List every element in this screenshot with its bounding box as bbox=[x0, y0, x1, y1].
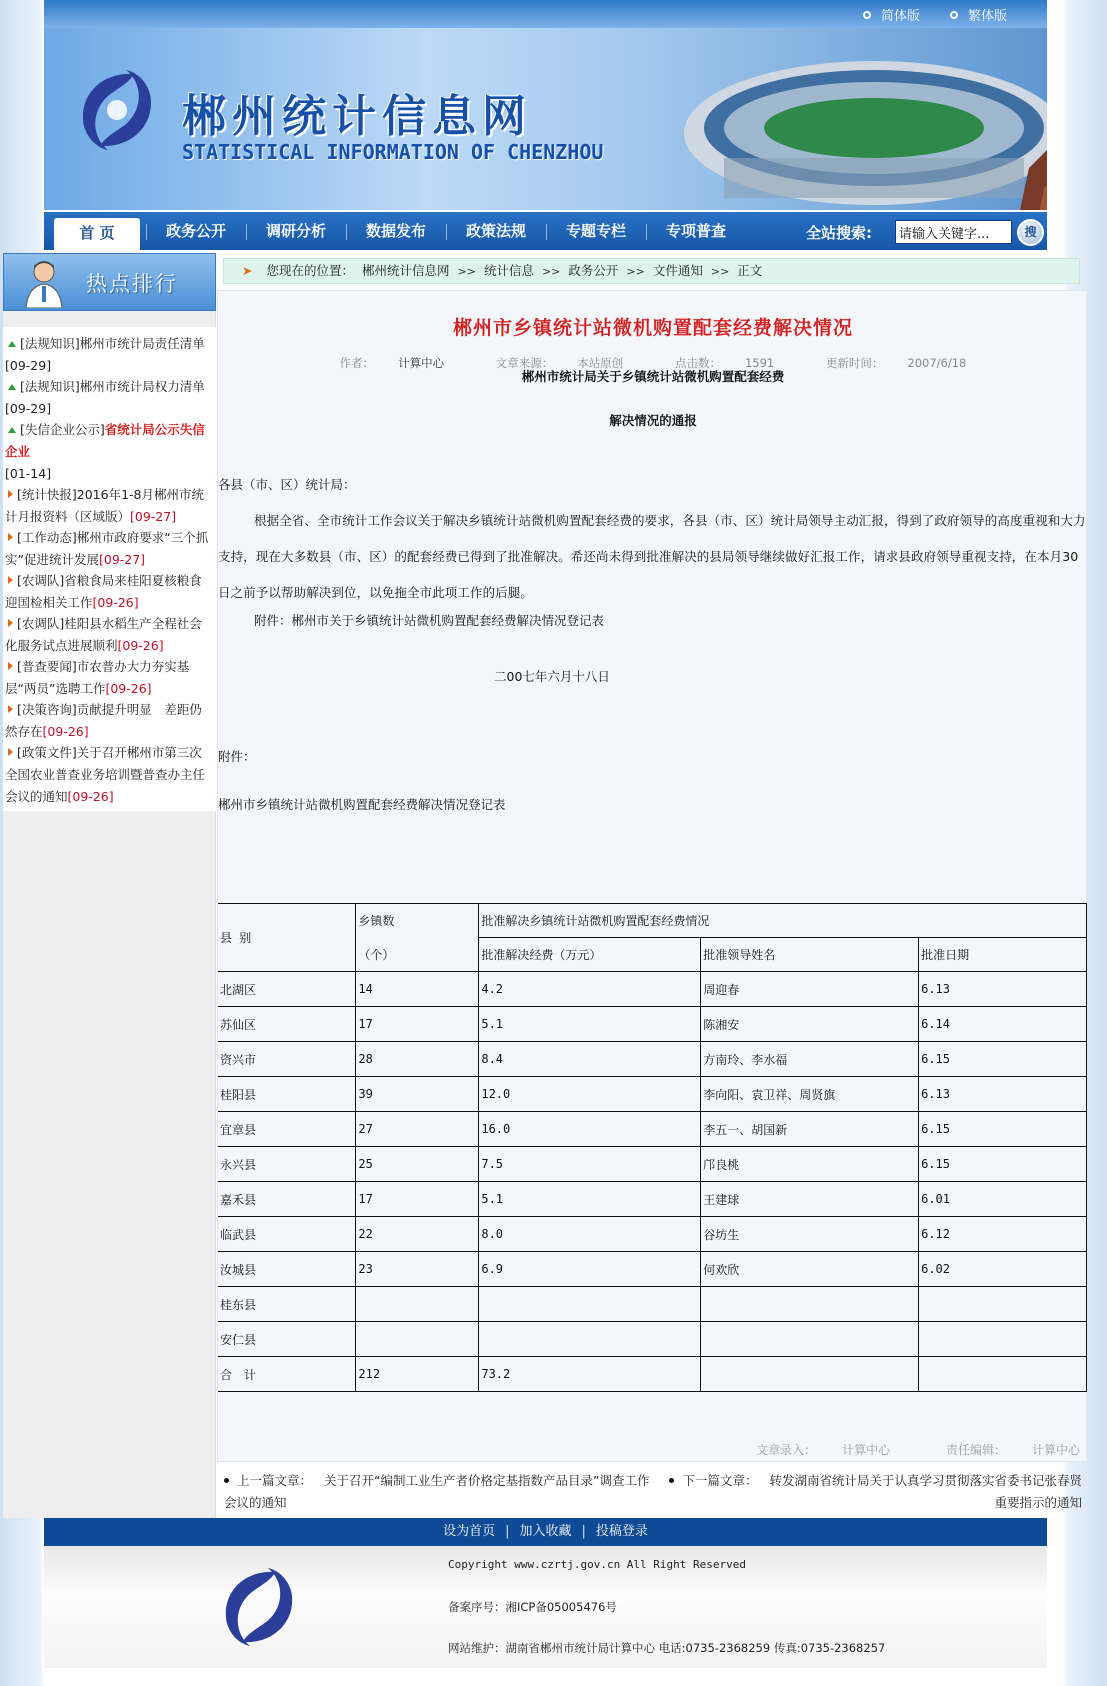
arrow-right-icon: ➤ bbox=[242, 263, 253, 278]
table-cell: 5.1 bbox=[479, 1007, 701, 1042]
circle-icon bbox=[950, 11, 958, 19]
nav-government-affairs[interactable]: 政务公开 bbox=[146, 218, 246, 250]
hot-item-title: 贡献提升明显 差距仍然存在 bbox=[5, 702, 202, 739]
breadcrumb-item[interactable]: 郴州统计信息网 bbox=[361, 263, 450, 278]
table-cell: 邝良桃 bbox=[701, 1147, 919, 1182]
table-cell: 陈湘安 bbox=[701, 1007, 919, 1042]
hot-item[interactable] bbox=[5, 699, 214, 743]
attachment-line: 附件：郴州市关于乡镇统计站微机购置配套经费解决情况登记表 bbox=[254, 613, 605, 628]
hot-item[interactable] bbox=[5, 527, 214, 571]
table-cell bbox=[356, 1287, 479, 1322]
article-updated: 2007/6/18 bbox=[907, 356, 967, 370]
header-towns-unit: （个） bbox=[356, 938, 479, 972]
hot-item-tag: [法规知识] bbox=[20, 336, 80, 351]
table-cell: 17 bbox=[356, 1007, 479, 1042]
table-cell bbox=[701, 1322, 919, 1357]
nav-data-release[interactable]: 数据发布 bbox=[346, 218, 446, 250]
footer-links: 设为首页 | 加入收藏 | 投稿登录 bbox=[44, 1518, 1047, 1546]
hot-item-tag: [政策文件] bbox=[17, 745, 77, 760]
hot-item[interactable] bbox=[5, 376, 214, 420]
salutation: 各县（市、区）统计局： bbox=[218, 477, 356, 492]
hot-item-title: 省统计局公示失信企业 bbox=[5, 422, 205, 459]
table-cell: 12.0 bbox=[479, 1077, 701, 1112]
hot-item-title: 省粮食局来桂阳夏核粮食迎国检相关工作 bbox=[5, 573, 202, 610]
hot-item-tag: [工作动态] bbox=[17, 530, 77, 545]
hot-item-tag: [决策咨询] bbox=[17, 702, 77, 717]
orange-arrow-icon bbox=[8, 576, 13, 584]
footer-logo-icon bbox=[216, 1566, 302, 1648]
table-cell: 苏仙区 bbox=[218, 1007, 356, 1042]
table-row bbox=[218, 1077, 1087, 1112]
table-row bbox=[218, 1112, 1087, 1147]
hot-item-title: 市农普办大力夯实基层“两员”选聘工作 bbox=[5, 659, 190, 696]
bullet-icon bbox=[224, 1478, 229, 1483]
breadcrumb-separator: >> bbox=[710, 265, 730, 278]
table-cell: 6.13 bbox=[919, 1077, 1087, 1112]
breadcrumb-separator: >> bbox=[541, 265, 561, 278]
entry-by: 计算中心 bbox=[842, 1443, 891, 1457]
table-cell: 7.5 bbox=[479, 1147, 701, 1182]
table-cell bbox=[356, 1322, 479, 1357]
table-row bbox=[218, 1287, 1087, 1322]
article-source: 本站原创 bbox=[577, 356, 624, 370]
main-nav bbox=[44, 212, 1047, 250]
article-author: 计算中心 bbox=[398, 356, 445, 370]
article-hits: 1591 bbox=[744, 356, 775, 370]
stadium-illustration bbox=[684, 48, 1047, 210]
table-cell: 永兴县 bbox=[218, 1147, 356, 1182]
orange-arrow-icon bbox=[8, 748, 13, 756]
hot-item-tag: [失信企业公示] bbox=[20, 422, 105, 437]
breadcrumb: ➤ 您现在的位置： 郴州统计信息网 >> 统计信息 >> 政务公开 >> 文件通知 >> 正文 bbox=[223, 258, 1080, 284]
orange-arrow-icon bbox=[8, 705, 13, 713]
table-row bbox=[218, 1357, 1087, 1392]
circle-icon bbox=[863, 11, 871, 19]
table-cell: 临武县 bbox=[218, 1217, 356, 1252]
header-leader: 批准领导姓名 bbox=[701, 938, 919, 972]
hot-item-tag: [普查要闻] bbox=[17, 659, 77, 674]
breadcrumb-item: 正文 bbox=[737, 263, 763, 278]
hot-item-date: [09-27] bbox=[130, 509, 177, 524]
table-cell: 安仁县 bbox=[218, 1322, 356, 1357]
table-cell: 8.0 bbox=[479, 1217, 701, 1252]
funding-table bbox=[218, 903, 1087, 1392]
table-cell: 北湖区 bbox=[218, 972, 356, 1007]
editor: 计算中心 bbox=[1031, 1443, 1080, 1457]
green-arrow-icon bbox=[8, 384, 16, 390]
table-cell bbox=[479, 1322, 701, 1357]
prev-next-nav bbox=[220, 1470, 1083, 1516]
table-cell: 嘉禾县 bbox=[218, 1182, 356, 1217]
table-cell: 212 bbox=[356, 1357, 479, 1392]
footer bbox=[44, 1546, 1047, 1668]
header-funds: 批准解决经费（万元） bbox=[479, 938, 701, 972]
table-cell: 李五一、胡国新 bbox=[701, 1112, 919, 1147]
table-cell: 23 bbox=[356, 1252, 479, 1287]
table-cell: 合 计 bbox=[218, 1357, 356, 1392]
table-cell: 方南玲、李水福 bbox=[701, 1042, 919, 1077]
notice-date: 二00七年六月十八日 bbox=[494, 669, 610, 684]
table-cell: 6.12 bbox=[919, 1217, 1087, 1252]
table-cell bbox=[919, 1357, 1087, 1392]
table-cell: 6.13 bbox=[919, 972, 1087, 1007]
doctor-avatar-icon bbox=[22, 258, 66, 308]
table-cell: 资兴市 bbox=[218, 1042, 356, 1077]
search-label: 全站搜索: bbox=[806, 224, 872, 242]
hot-item-tag: [农调队] bbox=[17, 573, 65, 588]
sidebar bbox=[3, 253, 216, 1518]
hot-ranking-header bbox=[3, 253, 216, 311]
table-cell: 6.15 bbox=[919, 1042, 1087, 1077]
table-cell: 宜章县 bbox=[218, 1112, 356, 1147]
table-cell: 25 bbox=[356, 1147, 479, 1182]
table-cell: 4.2 bbox=[479, 972, 701, 1007]
article-title: 郴州市乡镇统计站微机购置配套经费解决情况 bbox=[452, 317, 853, 339]
header-county: 县 别 bbox=[218, 904, 356, 972]
header-group: 批准解决乡镇统计站微机购置配套经费情况 bbox=[479, 904, 1087, 938]
table-cell: 27 bbox=[356, 1112, 479, 1147]
hot-item[interactable] bbox=[5, 613, 214, 657]
hot-item-tag: [法规知识] bbox=[20, 379, 80, 394]
orange-arrow-icon bbox=[8, 533, 13, 541]
table-cell bbox=[479, 1287, 701, 1322]
header-towns: 乡镇数 bbox=[356, 904, 479, 938]
copyright: Copyright www.czrtj.gov.cn All Right Reserved bbox=[448, 1558, 747, 1571]
site-title: 郴州统计信息网 bbox=[182, 91, 532, 142]
simplified-link[interactable]: 简体版 bbox=[863, 5, 920, 24]
next-article-link[interactable]: 下一篇文章： 转发湖南省统计局关于认真学习贯彻落实省委书记张春贤重要指示的通知 bbox=[662, 1470, 1082, 1514]
table-cell bbox=[919, 1287, 1087, 1322]
table-cell: 6.9 bbox=[479, 1252, 701, 1287]
prev-article-link[interactable]: 上一篇文章： 关于召开“编制工业生产者价格定基指数产品目录”调查工作会议的通知 bbox=[224, 1473, 650, 1510]
bullet-icon bbox=[669, 1478, 674, 1483]
table-cell: 6.02 bbox=[919, 1252, 1087, 1287]
hot-item[interactable] bbox=[5, 742, 214, 808]
table-row bbox=[218, 972, 1087, 1007]
orange-arrow-icon bbox=[8, 619, 13, 627]
hot-item-date: [09-26] bbox=[42, 724, 89, 739]
table-cell: 28 bbox=[356, 1042, 479, 1077]
set-homepage-link[interactable]: 设为首页 bbox=[443, 1524, 496, 1539]
article bbox=[217, 290, 1087, 1462]
hot-item[interactable] bbox=[5, 570, 214, 614]
hot-item[interactable] bbox=[5, 333, 214, 377]
table-row bbox=[218, 1147, 1087, 1182]
search-button[interactable]: 搜 bbox=[1017, 219, 1044, 246]
hot-item-tag: [统计快报] bbox=[17, 487, 77, 502]
hot-item-title: 郴州市政府要求“三个抓实”促进统计发展 bbox=[5, 530, 209, 567]
table-cell: 22 bbox=[356, 1217, 479, 1252]
article-footer: 文章录入： 计算中心 责任编辑： 计算中心 bbox=[756, 1443, 1080, 1457]
table-cell: 李向阳、袁卫祥、周贤旗 bbox=[701, 1077, 919, 1112]
nav-policies[interactable]: 政策法规 bbox=[446, 218, 546, 250]
hot-item-title: 关于召开郴州市第三次全国农业普查业务培训暨普查办主任会议的通知 bbox=[5, 745, 206, 804]
hot-ranking-list bbox=[3, 327, 216, 811]
table-cell: 桂东县 bbox=[218, 1287, 356, 1322]
table-cell: 6.15 bbox=[919, 1112, 1087, 1147]
hot-ranking-title: 热点排行 bbox=[86, 272, 178, 296]
breadcrumb-item[interactable]: 文件通知 bbox=[652, 263, 703, 278]
table-row bbox=[218, 1182, 1087, 1217]
table-cell: 5.1 bbox=[479, 1182, 701, 1217]
article-body: 根据全省、全市统计工作会议关于解决乡镇统计站微机购置配套经费的要求，各县（市、区）统计局领导主动汇报，得到了政府领导的高度重视和大力支持，现在大多数县（市、区）的配套经费已得到了批准解决。希还尚未得到批准解决的县局领导继续做好汇报工作，请求县政府领导重视支持，在本月30日之前予以帮助解决到位，以免拖全市此项工作的后腿。 bbox=[218, 513, 1086, 600]
table-row bbox=[218, 1042, 1087, 1077]
notice-title-line-2: 解决情况的通报 bbox=[609, 413, 697, 428]
table-cell: 谷坊生 bbox=[701, 1217, 919, 1252]
table-cell: 桂阳县 bbox=[218, 1077, 356, 1112]
site-logo-icon bbox=[74, 68, 160, 152]
breadcrumb-separator: >> bbox=[626, 265, 645, 278]
table-cell bbox=[701, 1357, 919, 1392]
table-cell bbox=[919, 1322, 1087, 1357]
traditional-link[interactable]: 繁体版 bbox=[950, 5, 1007, 24]
nav-special-topics[interactable]: 专题专栏 bbox=[546, 218, 646, 250]
hot-item-tag: [农调队] bbox=[17, 616, 65, 631]
hot-item-date: [09-29] bbox=[5, 401, 52, 416]
notice-title-line-1: 郴州市统计局关于乡镇统计站微机购置配套经费 bbox=[521, 369, 785, 384]
table-cell: 73.2 bbox=[479, 1357, 701, 1392]
green-arrow-icon bbox=[8, 341, 16, 347]
table-cell: 14 bbox=[356, 972, 479, 1007]
article-meta: 作者： 计算中心 文章来源： 本站原创 点击数： 1591 更新时间： 2007/6/18 bbox=[339, 356, 967, 370]
hot-item-date: [09-26] bbox=[67, 789, 114, 804]
hot-item-title: 桂阳县水稻生产全程社会化服务试点进展顺利 bbox=[5, 616, 202, 653]
hot-item-date: [09-27] bbox=[98, 552, 146, 567]
nav-research[interactable]: 调研分析 bbox=[246, 218, 346, 250]
submit-login-link[interactable]: 投稿登录 bbox=[595, 1524, 648, 1539]
green-arrow-icon bbox=[8, 427, 16, 433]
hot-item-title: 郴州市统计局责任清单 bbox=[79, 336, 205, 351]
hot-item-title: 郴州市统计局权力清单 bbox=[79, 379, 205, 394]
search-input[interactable] bbox=[895, 220, 1012, 244]
table-row bbox=[218, 1007, 1087, 1042]
table-cell bbox=[701, 1287, 919, 1322]
table-cell: 王建球 bbox=[701, 1182, 919, 1217]
hot-item[interactable] bbox=[5, 656, 214, 700]
orange-arrow-icon bbox=[8, 662, 13, 670]
table-cell: 6.01 bbox=[919, 1182, 1087, 1217]
hot-item-date: [09-26] bbox=[117, 638, 164, 653]
add-favorite-link[interactable]: 加入收藏 bbox=[519, 1524, 572, 1539]
table-cell: 汝城县 bbox=[218, 1252, 356, 1287]
orange-arrow-icon bbox=[8, 490, 13, 498]
icp-number: 备案序号：湘ICP备05005476号 bbox=[448, 1600, 617, 1614]
maintainer: 网站维护：湖南省郴州市统计局计算中心 电话:0735-2368259 传真:0735-2368257 bbox=[448, 1641, 886, 1655]
hot-item-title: 2016年1-8月郴州市统计月报资料（区域版） bbox=[5, 487, 204, 524]
hot-item-date: [09-26] bbox=[92, 595, 139, 610]
site-subtitle: STATISTICAL INFORMATION OF CHENZHOU bbox=[182, 140, 604, 164]
table-cell: 6.14 bbox=[919, 1007, 1087, 1042]
top-strip bbox=[44, 0, 1047, 28]
table-row bbox=[218, 1252, 1087, 1287]
header-date: 批准日期 bbox=[919, 938, 1087, 972]
attachment-label: 附件： bbox=[218, 749, 256, 764]
table-row bbox=[218, 1217, 1087, 1252]
breadcrumb-item[interactable]: 统计信息 bbox=[483, 263, 534, 278]
table-cell: 6.15 bbox=[919, 1147, 1087, 1182]
breadcrumb-separator: >> bbox=[457, 265, 476, 278]
hot-item-date: [09-29] bbox=[5, 358, 52, 373]
breadcrumb-item[interactable]: 政务公开 bbox=[568, 263, 619, 278]
header-banner bbox=[44, 28, 1047, 210]
table-cell: 何欢欣 bbox=[701, 1252, 919, 1287]
nav-home[interactable]: 首 页 bbox=[54, 218, 140, 250]
table-cell: 39 bbox=[356, 1077, 479, 1112]
table-row bbox=[218, 1322, 1087, 1357]
nav-census[interactable]: 专项普查 bbox=[646, 218, 746, 250]
table-cell: 17 bbox=[356, 1182, 479, 1217]
hot-item-date: [09-26] bbox=[105, 681, 152, 696]
table-cell: 16.0 bbox=[479, 1112, 701, 1147]
hot-item[interactable] bbox=[5, 484, 214, 528]
table-cell: 周迎春 bbox=[701, 972, 919, 1007]
table-title: 郴州市乡镇统计站微机购置配套经费解决情况登记表 bbox=[218, 797, 506, 812]
hot-item[interactable] bbox=[5, 419, 214, 485]
table-cell: 8.4 bbox=[479, 1042, 701, 1077]
hot-item-date: [01-14] bbox=[5, 466, 52, 481]
